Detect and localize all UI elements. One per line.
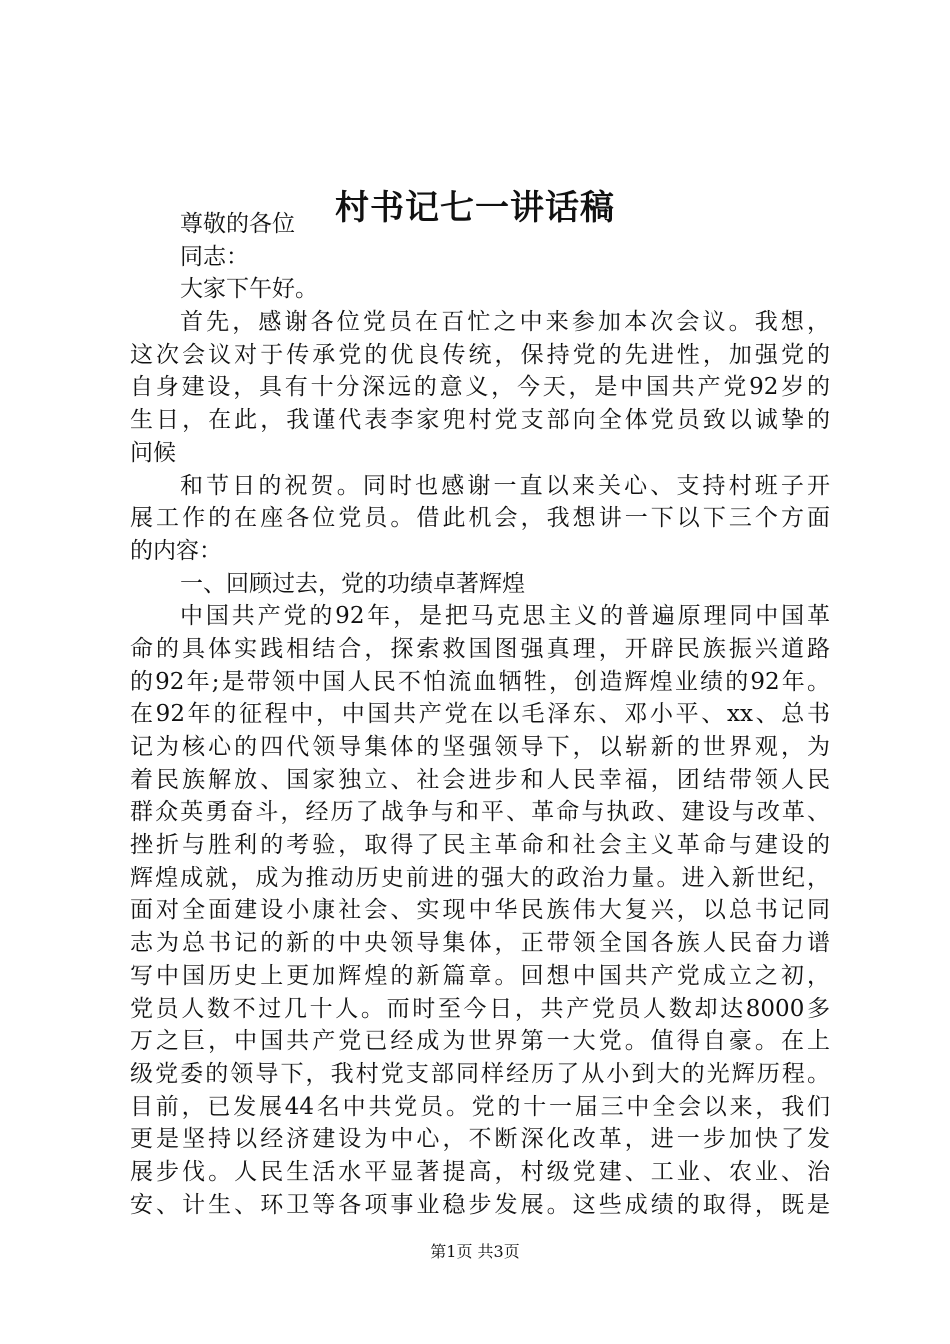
- text-line: 的内容：: [130, 537, 222, 564]
- text-line: 志为总书记的新的中央领导集体，正带领全国各族人民奋力谱: [130, 930, 830, 957]
- text-line: 安、计生、环卫等各项事业稳步发展。这些成绩的取得，既是: [130, 1191, 830, 1218]
- text-line: 生日，在此，我谨代表李家兜村党支部向全体党员致以诚挚的: [130, 407, 830, 434]
- text-line: 挫折与胜利的考验，取得了民主革命和社会主义革命与建设的: [130, 832, 830, 859]
- text-line: 首先，感谢各位党员在百忙之中来参加本次会议。我想，: [180, 309, 830, 336]
- text-line: 问候: [130, 439, 176, 466]
- text-line: 大家下午好。: [180, 276, 318, 303]
- page-number-footer: 第1页 共3页: [430, 1242, 520, 1261]
- text-line: 尊敬的各位: [180, 211, 295, 237]
- text-line: 中国共产党的92年，是把马克思主义的普遍原理同中国革: [180, 603, 830, 630]
- text-line: 辉煌成就，成为推动历史前进的强大的政治力量。进入新世纪，: [130, 864, 830, 891]
- document-title: 村书记七一讲话稿: [335, 188, 615, 228]
- text-line: 群众英勇奋斗，经历了战争与和平、革命与执政、建设与改革、: [130, 799, 830, 826]
- text-line: 展工作的在座各位党员。借此机会，我想讲一下以下三个方面: [130, 505, 830, 532]
- text-line: 同志：: [180, 243, 249, 270]
- text-line: 和节日的祝贺。同时也感谢一直以来关心、支持村班子开: [180, 472, 830, 499]
- text-line: 在92年的征程中，中国共产党在以毛泽东、邓小平、xx、总书: [130, 701, 830, 728]
- text-line: 记为核心的四代领导集体的坚强领导下，以崭新的世界观，为: [130, 734, 830, 760]
- section-heading: 一、回顾过去，党的功绩卓著辉煌: [180, 570, 525, 597]
- text-line: 目前，已发展44名中共党员。党的十一届三中全会以来，我们: [130, 1093, 830, 1120]
- text-line: 展步伐。人民生活水平显著提高，村级党建、工业、农业、治: [130, 1158, 830, 1185]
- text-line: 面对全面建设小康社会、实现中华民族伟大复兴，以总书记同: [130, 897, 830, 924]
- document-body: [130, 208, 830, 1221]
- text-line: 写中国历史上更加辉煌的新篇章。回想中国共产党成立之初，: [130, 962, 830, 989]
- text-line: 自身建设，具有十分深远的意义，今天，是中国共产党92岁的: [130, 374, 830, 401]
- text-line: 党员人数不过几十人。而时至今日，共产党员人数却达8000多: [130, 995, 830, 1022]
- text-line: 着民族解放、国家独立、社会进步和人民幸福，团结带领人民: [130, 766, 830, 793]
- text-line: 更是坚持以经济建设为中心，不断深化改革，进一步加快了发: [130, 1126, 830, 1153]
- text-line: 的92年;是带领中国人民不怕流血牺牲，创造辉煌业绩的92年。: [130, 668, 830, 695]
- text-line: 万之巨，中国共产党已经成为世界第一大党。值得自豪。在上: [130, 1028, 830, 1055]
- text-line: 级党委的领导下，我村党支部同样经历了从小到大的光辉历程。: [130, 1060, 830, 1087]
- text-line: 这次会议对于传承党的优良传统，保持党的先进性，加强党的: [130, 341, 830, 368]
- text-line: 命的具体实践相结合，探索救国图强真理，开辟民族振兴道路: [130, 635, 830, 662]
